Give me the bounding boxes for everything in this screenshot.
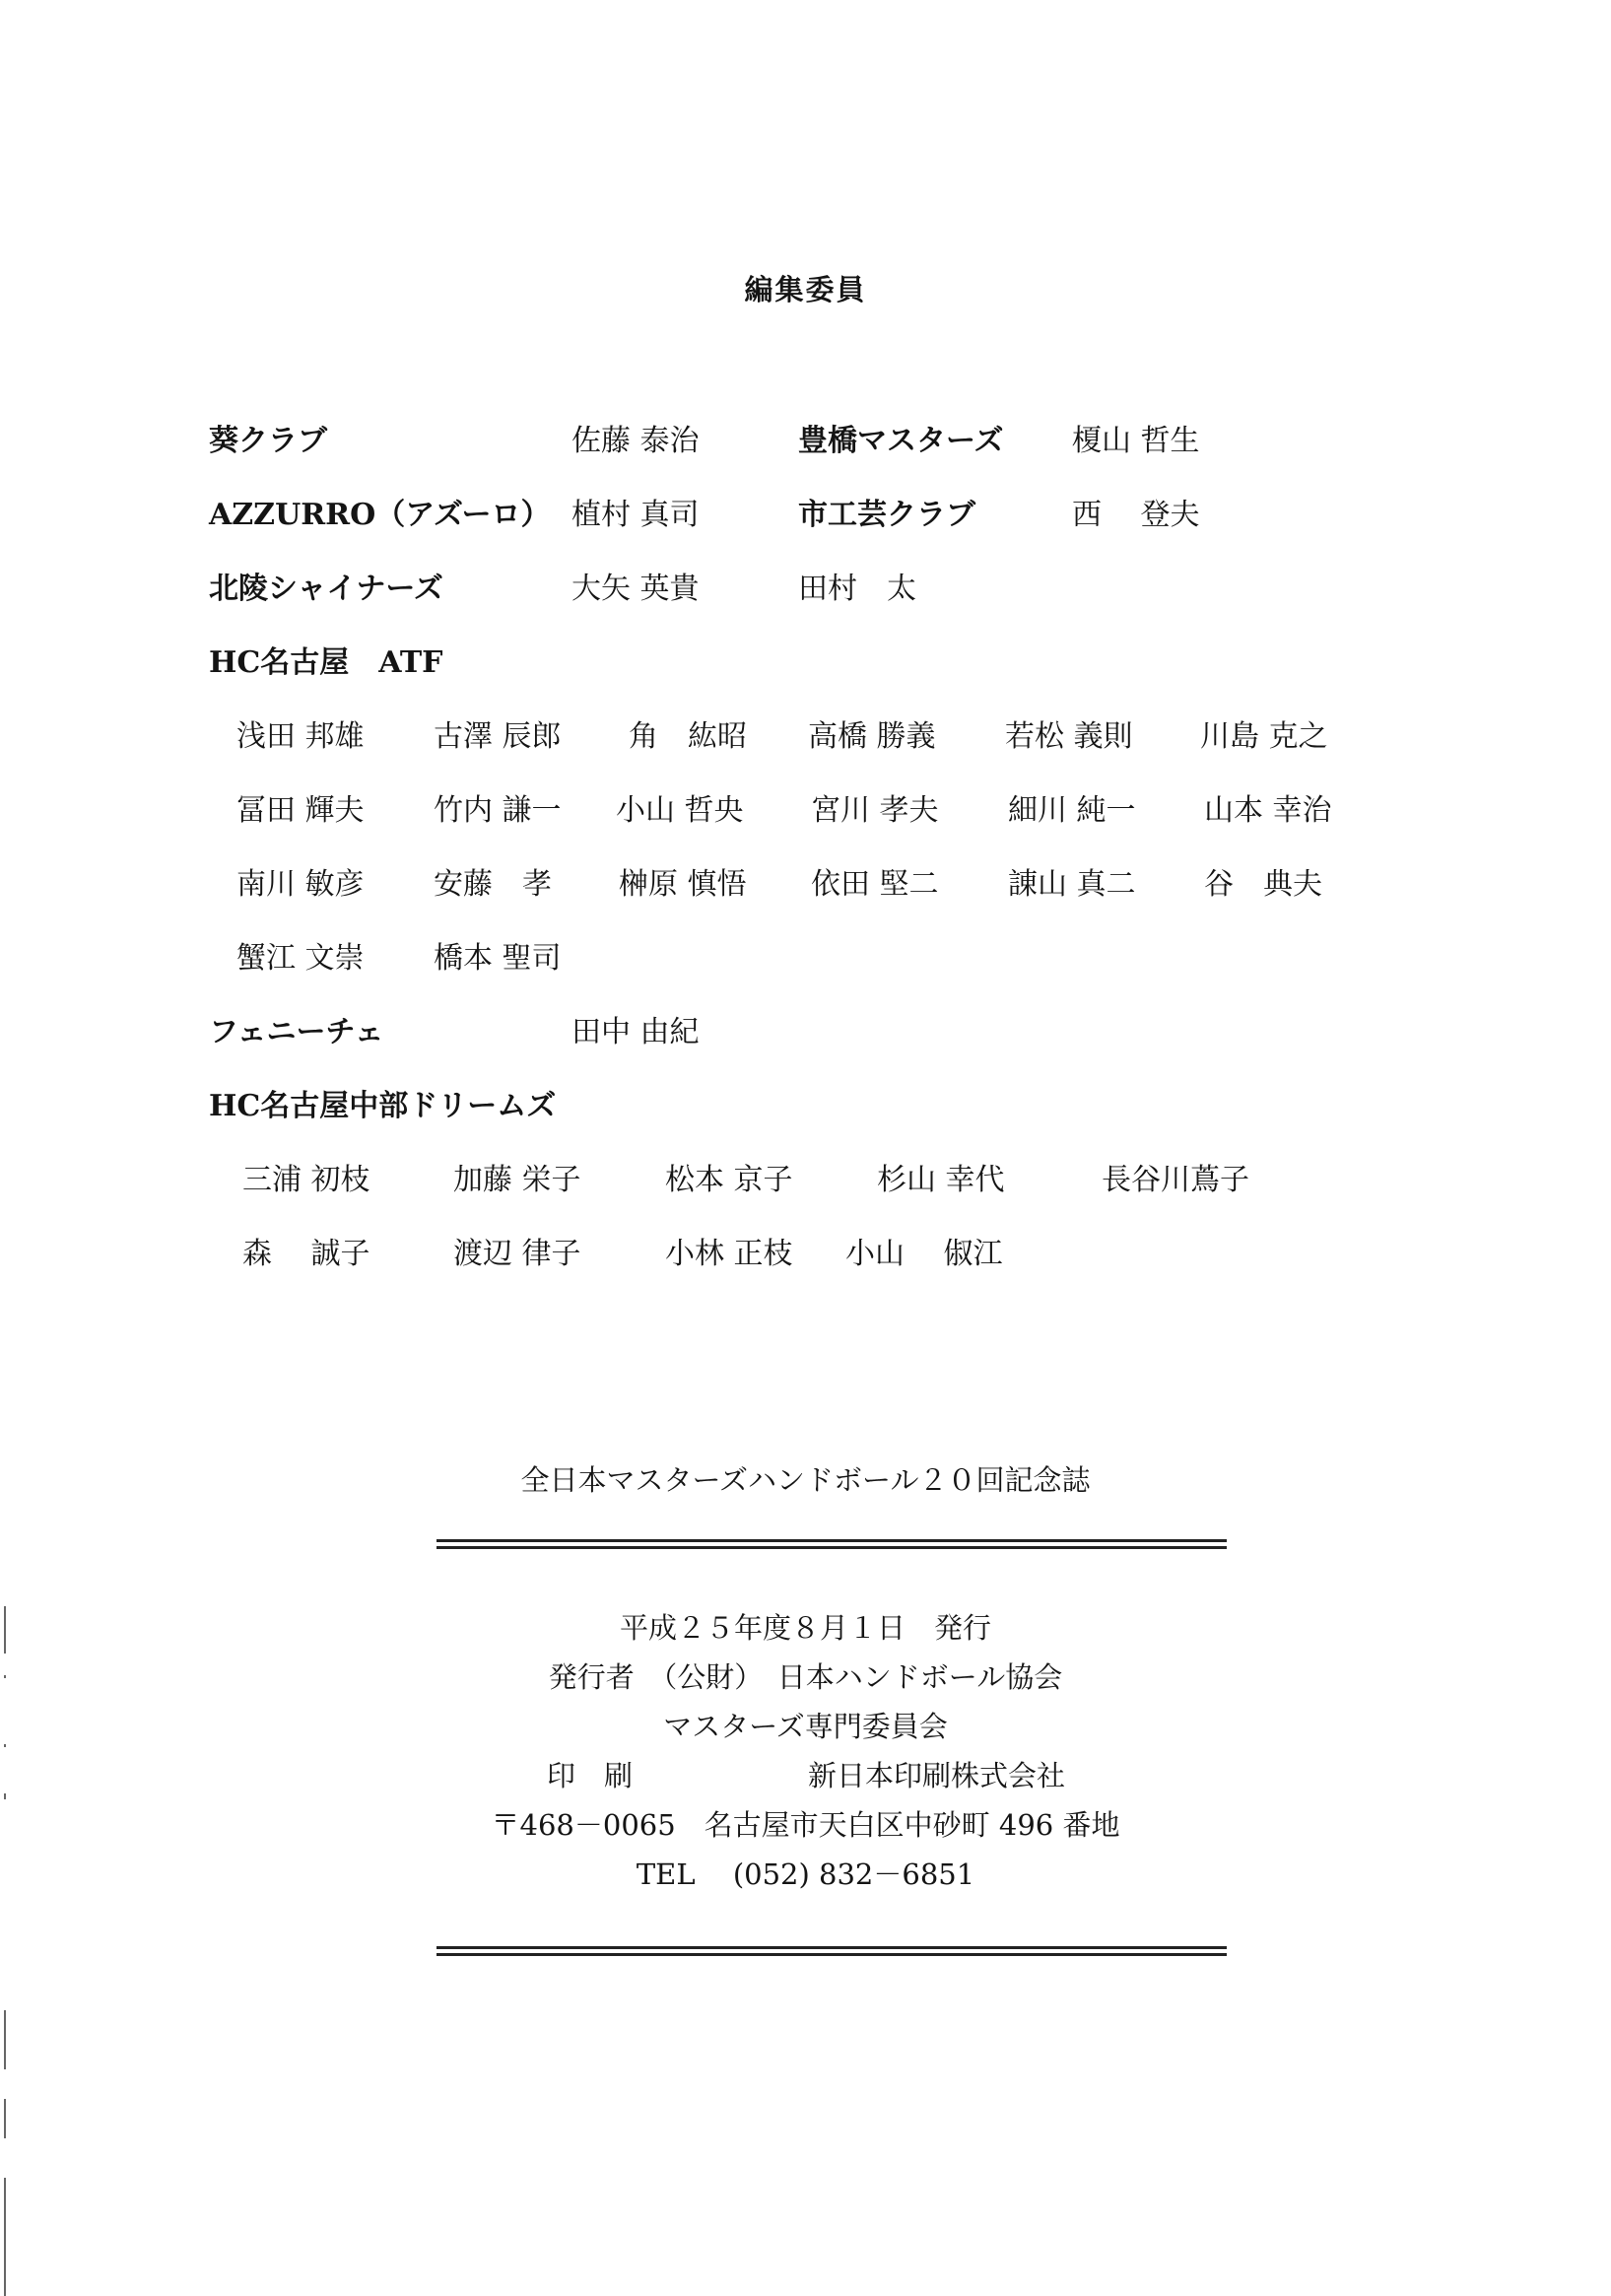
- atf-member: 橋本 聖司: [434, 941, 562, 976]
- scan-margin-mark: [4, 1744, 6, 1747]
- double-rule-top: [436, 1539, 1227, 1549]
- club-name-hokuryo: 北陵シャイナーズ: [209, 572, 443, 606]
- club-name-aoi: 葵クラブ: [209, 424, 327, 458]
- member-toyohashi: 榎山 哲生: [1072, 424, 1200, 458]
- atf-member: 高橋 勝義: [808, 719, 936, 754]
- atf-member: 南川 敏彦: [236, 867, 365, 902]
- scan-margin-mark: [4, 1793, 6, 1799]
- club-name-azzurro: AZZURRO（アズーロ）: [209, 498, 551, 532]
- double-rule-bottom: [436, 1946, 1227, 1956]
- dreams-member: 小林 正枝: [665, 1237, 793, 1271]
- colophon-tel: TEL (052) 832－6851: [636, 1857, 975, 1891]
- page-title: 編集委員: [744, 273, 867, 306]
- atf-member: 細川 純一: [1008, 793, 1136, 828]
- atf-member: 小山 哲央: [616, 793, 744, 828]
- atf-member: 角 紘昭: [629, 719, 747, 754]
- member-hokuryo: 大矢 英貴: [571, 572, 700, 606]
- colophon-committee: マスターズ専門委員会: [663, 1710, 948, 1743]
- atf-member: 諌山 真二: [1008, 867, 1136, 902]
- atf-member: 榊原 慎悟: [619, 867, 747, 902]
- club-name-hc-dreams: HC名古屋中部ドリームズ: [209, 1089, 557, 1123]
- colophon-address: 〒468－0065 名古屋市天白区中砂町 496 番地: [491, 1808, 1120, 1842]
- colophon-printer-name: 新日本印刷株式会社: [808, 1759, 1066, 1792]
- dreams-member: 杉山 幸代: [877, 1163, 1005, 1197]
- dreams-member: 渡辺 律子: [453, 1237, 581, 1271]
- atf-member: 依田 堅二: [811, 867, 939, 902]
- dreams-member: 三浦 初枝: [242, 1163, 370, 1197]
- scan-margin-mark: [4, 1675, 6, 1678]
- member-aoi: 佐藤 泰治: [571, 424, 700, 458]
- atf-member: 川島 克之: [1200, 719, 1328, 754]
- scan-margin-mark: [4, 2178, 6, 2296]
- atf-member: 宮川 孝夫: [811, 793, 939, 828]
- club-name-fenice: フェニーチェ: [209, 1015, 384, 1049]
- atf-member: 冨田 輝夫: [236, 793, 365, 828]
- atf-member: 浅田 邦雄: [236, 719, 365, 754]
- member-shiko: 西 登夫: [1072, 498, 1200, 532]
- scan-margin-mark: [4, 2099, 6, 2138]
- dreams-member: 加藤 栄子: [453, 1163, 581, 1197]
- atf-member: 山本 幸治: [1204, 793, 1332, 828]
- dreams-member: 長谷川蔦子: [1102, 1163, 1249, 1197]
- atf-member: 蟹江 文崇: [236, 941, 365, 976]
- atf-member: 谷 典夫: [1204, 867, 1322, 902]
- publication-title: 全日本マスターズハンドボール２０回記念誌: [520, 1463, 1091, 1497]
- atf-member: 若松 義則: [1005, 719, 1133, 754]
- club-name-toyohashi: 豊橋マスターズ: [798, 424, 1004, 458]
- dreams-member: 小山 俶江: [845, 1237, 1003, 1271]
- atf-member: 古澤 辰郎: [434, 719, 562, 754]
- scan-margin-mark: [4, 2010, 6, 2069]
- colophon-date: 平成２５年度８月１日 発行: [619, 1611, 991, 1645]
- member-azzurro: 植村 真司: [571, 498, 700, 532]
- colophon-printer-label: 印 刷: [547, 1759, 634, 1792]
- member-fenice: 田中 由紀: [571, 1015, 700, 1049]
- member-tamura: 田村 太: [798, 572, 916, 606]
- club-name-shiko: 市工芸クラブ: [798, 498, 975, 532]
- dreams-member: 森 誠子: [242, 1237, 370, 1271]
- colophon-publisher: 発行者 （公財） 日本ハンドボール協会: [548, 1660, 1063, 1694]
- atf-member: 安藤 孝: [434, 867, 552, 902]
- dreams-member: 松本 京子: [665, 1163, 793, 1197]
- atf-member: 竹内 謙一: [434, 793, 562, 828]
- scan-margin-mark: [4, 1606, 6, 1654]
- club-name-hc-atf: HC名古屋 ATF: [209, 645, 443, 680]
